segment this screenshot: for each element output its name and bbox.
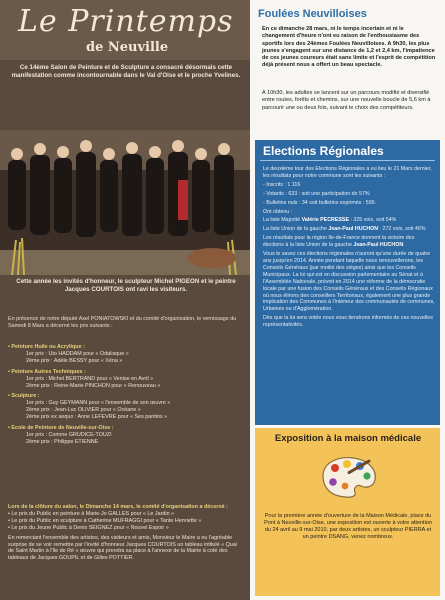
award-line: 2ème prix : Reine-Marie PINCHON pour « Renouveau » — [26, 382, 161, 389]
elections-list-gauche: La liste Union de la gauche Jean-Paul HUCHON : 272 voix, soit 46% — [263, 226, 426, 233]
masthead-subtitle: de Neuville — [86, 40, 169, 55]
closing-heading: Lors de la clôture du salon, le Dimanche 14 mars, le comité d'organisation a décerné : — [8, 504, 228, 510]
award-line: 1er prix : Guy GEYMANN pour « l'ensemble de son œuvre » — [26, 400, 171, 407]
award-category — [8, 369, 244, 390]
elections-stat: - Bulletins nuls : 34 soit bulletins exprimés : 599. — [263, 199, 377, 206]
elections-obtained: Ont obtenu : — [263, 208, 293, 215]
awards-list — [8, 340, 244, 446]
foulees-paragraph-2: A 10h30, les adultes se lancent sur un parcours modifié et diversifié entre routes, forêts et chemins, sur une nouvelle boucle de 5,6 km à parcourir une ou deux fois, suivant le choix des compétiteurs. — [262, 90, 431, 111]
award-line: 2ème prix : Jean-Luc OLIVIER pour « Océane » — [26, 407, 141, 414]
group-photo-illustration — [0, 130, 250, 275]
closing-item: • Le prix du Jeune Public à Denis SEIGNEZ pour « Nouvel Espoir » — [8, 524, 169, 531]
elections-body — [263, 166, 435, 331]
award-line: 2ème prix : Adèle BESSY pour « Xéna » — [26, 357, 123, 364]
elections-reform: Vous le savez ces élections régionales n'auront qu'une durée de quatre ans jusqu'en 2014. Année pendant laquelle nous renouvellerons, les Conseils Généraux (par moitié des sièges) ainsi que les Conseils Municipaux. La loi qui est en discussion parlementaire au Sénat et à l'Assemblée Nationale, prévoit en 2014 une réforme de la démocratie locale par une fusion des Conseils Généraux et des Conseils Régionaux où nous élirons des conseillers Territoriaux, également une plus grande implication des Communes à l'intérieur des communautés de communes, Urbaines ou d'Agglomération. — [263, 251, 435, 313]
vernissage-note: En présence de notre député Axel PONIATOWSKI et du comité d'organisation, le vernissage du Samedi 8 Mars a décerné les prix suivants : — [8, 316, 237, 329]
award-category-title: • Ecole de Peinture de Neuville-sur-Oise : — [8, 425, 114, 432]
elections-title: Elections Régionales — [263, 144, 384, 158]
group-photo — [0, 130, 250, 275]
masthead-script-title: Le Printemps — [18, 4, 234, 39]
award-category — [8, 344, 244, 365]
closing-item: • Le prix du Public en peinture à Marie-Jo GALLES pour « Le Jardin » — [8, 510, 175, 517]
award-line: 1er prix : Corinne GRUDICE-TOUZI — [26, 431, 112, 438]
photo-caption: Cette année les invités d'honneur, le sculpteur Michel PIGEON et le peintre Jacques COURTOIS ont ravi les visiteurs. — [16, 278, 236, 294]
expo-title: Exposition à la maison médicale — [274, 433, 422, 444]
award-line: 2ème prix ex aequo : Anne LEFEVRE pour « Ses pantins » — [26, 414, 168, 421]
award-category — [8, 425, 244, 446]
award-category — [8, 393, 244, 421]
closing-thanks: En remerciant l'ensemble des artistes, des visiteurs et amis, Monsieur le Maire a eu l'agréable surprise de se voir remettre par l'invité d'honneur Jacques COURTOIS un tableau intitulé « Quai de Saint Martin à l'île de Ré » œuvre qui prendra sa place à l'annexe de la Mairie à coté des tableaux de Jacques GOUPIL et de Gilles POTTIER. — [8, 534, 237, 562]
expo-body: Pour la première année d'ouverture de la Maison Médicale, place du Pont à Neuville-sur-Oise, une exposition est ouverte à votre attention du 24 avril au 9 mai 2010, par deux artistes, un sculpteur PIERRA et un peintre DSANG, venez nombreux. — [264, 513, 432, 540]
award-category-title: • Sculpture : — [8, 393, 40, 400]
elections-result: Les résultats pour la région Ile-de-France donnent la victoire des élections à la liste Union de la gauche Jean-Paul HUCHON. — [263, 235, 415, 249]
closing-section — [8, 504, 244, 562]
award-line: 1er prix : Michel BERTRAND pour « Venise en Avril » — [26, 375, 154, 382]
salon-intro: Ce 14ème Salon de Peinture et de Sculpture a consacré désormais cette manifestation comme incontournable dans le Val d'Oise et le proche Yvelines. — [11, 64, 241, 80]
paint-palette-icon — [317, 452, 381, 500]
award-line: 1er prix : Uto HADDAM pour « Odalisque » — [26, 350, 129, 357]
foulees-title: Foulées Neuvilloises — [258, 8, 367, 20]
award-category-title: • Peinture Autres Techniques : — [8, 368, 86, 375]
foulees-paragraph-1: En ce dimanche 28 mars, ni le temps incertain et ni le changement d'heure n'ont eu raison de l'enthousiasme des sportifs lors des 24èmes Foulées Neuvilloises. A 9h30, les plus jeunes s'engagent sur une distance de 1,2 et 2,4 km, l'impatience de ces jeunes coureurs était sans limite et l'esprit de compétition déjà présent nous a offert un beau spectacle. — [262, 26, 436, 69]
award-line: 2ème prix : Philippe ETIENNE — [26, 438, 99, 445]
salon-masthead — [0, 0, 250, 60]
award-category-title: • Peinture Huile ou Acrylique : — [8, 344, 85, 350]
elections-stat: - Votants : 633 : soit une participation de 57% — [263, 190, 370, 197]
elections-closing: Dès que la loi sera votée nous vous tiendrons informés de ces nouvelles représentativités. — [263, 315, 433, 329]
elections-list-majorite: La liste Majorité Valérie PECRESSE : 325 voix, soit 54% — [263, 217, 397, 224]
elections-divider — [260, 160, 435, 161]
closing-item: • Le prix du Public en sculpture à Catherine MUFRAGGI pour « Tante Henriette » — [8, 517, 202, 524]
elections-intro: Le deuxième tour des Elections Régionales a eu lieu le 21 Mars dernier, les résultats pour notre commune sont les suivants : — [263, 166, 432, 179]
elections-stat: - Inscrits : 1 116 — [263, 181, 301, 188]
